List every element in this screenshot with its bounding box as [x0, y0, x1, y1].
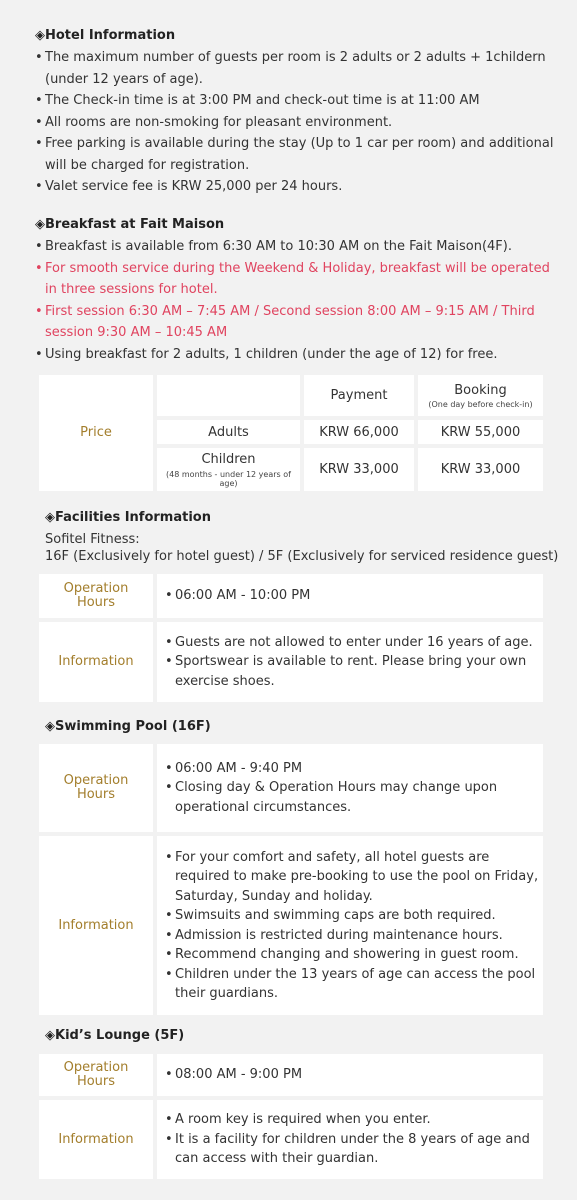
list-item: • Children under the 13 years of age can access the pool their guardians. — [165, 965, 543, 1004]
row-adults-label: Adults — [157, 420, 300, 444]
list-item: • The Check-in time is at 3:00 PM and check-out time is at 11:00 AM — [35, 90, 565, 112]
breakfast-title: ◈Breakfast at Fait Maison — [35, 217, 225, 232]
facilities-title: ◈Facilities Information — [45, 510, 211, 525]
list-item: • It is a facility for children under the 8 years of age and can access with their guardian. — [165, 1130, 543, 1169]
price-label: Price — [39, 375, 153, 491]
list-item: • 06:00 AM - 10:00 PM — [165, 586, 543, 606]
list-item: • For your comfort and safety, all hotel guests are required to make pre-booking to use the pool on Friday, Saturday, Sunday and holiday. — [165, 848, 543, 907]
row-children — [157, 448, 300, 491]
list-item: • Closing day & Operation Hours may change upon operational circumstances. — [165, 778, 543, 817]
list-item: • Free parking is available during the stay (Up to 1 car per room) and additional will be charged for registration. — [35, 133, 565, 176]
kids-info-label: Information — [39, 1100, 153, 1179]
list-item: • The maximum number of guests per room is 2 adults or 2 adults + 1childern (under 12 years of age). — [35, 47, 565, 90]
list-item: • For smooth service during the Weekend & Holiday, breakfast will be operated in three sessions for hotel. — [35, 258, 565, 301]
list-item: • Swimsuits and swimming caps are both required. — [165, 906, 543, 926]
hotel-info-title: ◈Hotel Information — [35, 28, 176, 43]
list-item: • All rooms are non-smoking for pleasant environment. — [35, 112, 565, 134]
list-item: • Breakfast is available from 6:30 AM to 10:30 AM on the Fait Maison(4F). — [35, 236, 565, 258]
list-item: • 06:00 AM - 9:40 PM — [165, 759, 543, 779]
kids-op-value — [157, 1054, 543, 1096]
op-label-line: Operation — [63, 581, 129, 596]
col-booking-note: (One day before check-in) — [428, 399, 533, 409]
op-label-line: Hours — [76, 595, 116, 610]
op-label-line: Hours — [76, 1074, 116, 1089]
kids-info-value — [157, 1100, 543, 1179]
list-item: • Valet service fee is KRW 25,000 per 24 hours. — [35, 176, 565, 198]
col-payment: Payment — [304, 375, 414, 416]
pool-info-label: Information — [39, 836, 153, 1015]
pool-title: ◈Swimming Pool (16F) — [45, 719, 211, 734]
col-booking-label: Booking — [454, 382, 507, 398]
op-label-line: Operation — [63, 1060, 129, 1075]
op-label-line: Hours — [76, 787, 116, 802]
kids-op-label — [39, 1054, 153, 1096]
row-children-label: Children — [201, 451, 256, 467]
fitness-name: Sofitel Fitness: — [45, 532, 140, 547]
pool-op-value — [157, 744, 543, 832]
list-item: • Recommend changing and showering in guest room. — [165, 945, 543, 965]
list-item: • A room key is required when you enter. — [165, 1110, 543, 1130]
pool-info-value — [157, 836, 543, 1015]
list-item: • Using breakfast for 2 adults, 1 children (under the age of 12) for free. — [35, 344, 565, 366]
list-item: • 08:00 AM - 9:00 PM — [165, 1065, 543, 1085]
hotel-info-list — [35, 47, 565, 198]
fitness-op-value — [157, 574, 543, 618]
pool-op-label — [39, 744, 153, 832]
list-item: • Sportswear is available to rent. Please bring your own exercise shoes. — [165, 652, 543, 691]
kids-title: ◈Kid’s Lounge (5F) — [45, 1028, 185, 1043]
list-item: • First session 6:30 AM – 7:45 AM / Second session 8:00 AM – 9:15 AM / Third session 9:30 AM – 10:45 AM — [35, 301, 565, 344]
list-item: • Admission is restricted during maintenance hours. — [165, 926, 543, 946]
row-children-payment: KRW 33,000 — [304, 448, 414, 491]
table-corner — [157, 375, 300, 416]
fitness-info-label: Information — [39, 622, 153, 702]
fitness-op-label — [39, 574, 153, 618]
list-item: • Guests are not allowed to enter under 16 years of age. — [165, 633, 543, 653]
fitness-info-value — [157, 622, 543, 702]
row-children-booking: KRW 33,000 — [418, 448, 543, 491]
op-label-line: Operation — [63, 773, 129, 788]
col-booking — [418, 375, 543, 416]
fitness-floors: 16F (Exclusively for hotel guest) / 5F (Exclusively for serviced residence guest) — [45, 549, 559, 564]
row-adults-payment: KRW 66,000 — [304, 420, 414, 444]
row-adults-booking: KRW 55,000 — [418, 420, 543, 444]
breakfast-list — [35, 236, 565, 365]
row-children-note: (48 months - under 12 years of age) — [166, 469, 291, 488]
